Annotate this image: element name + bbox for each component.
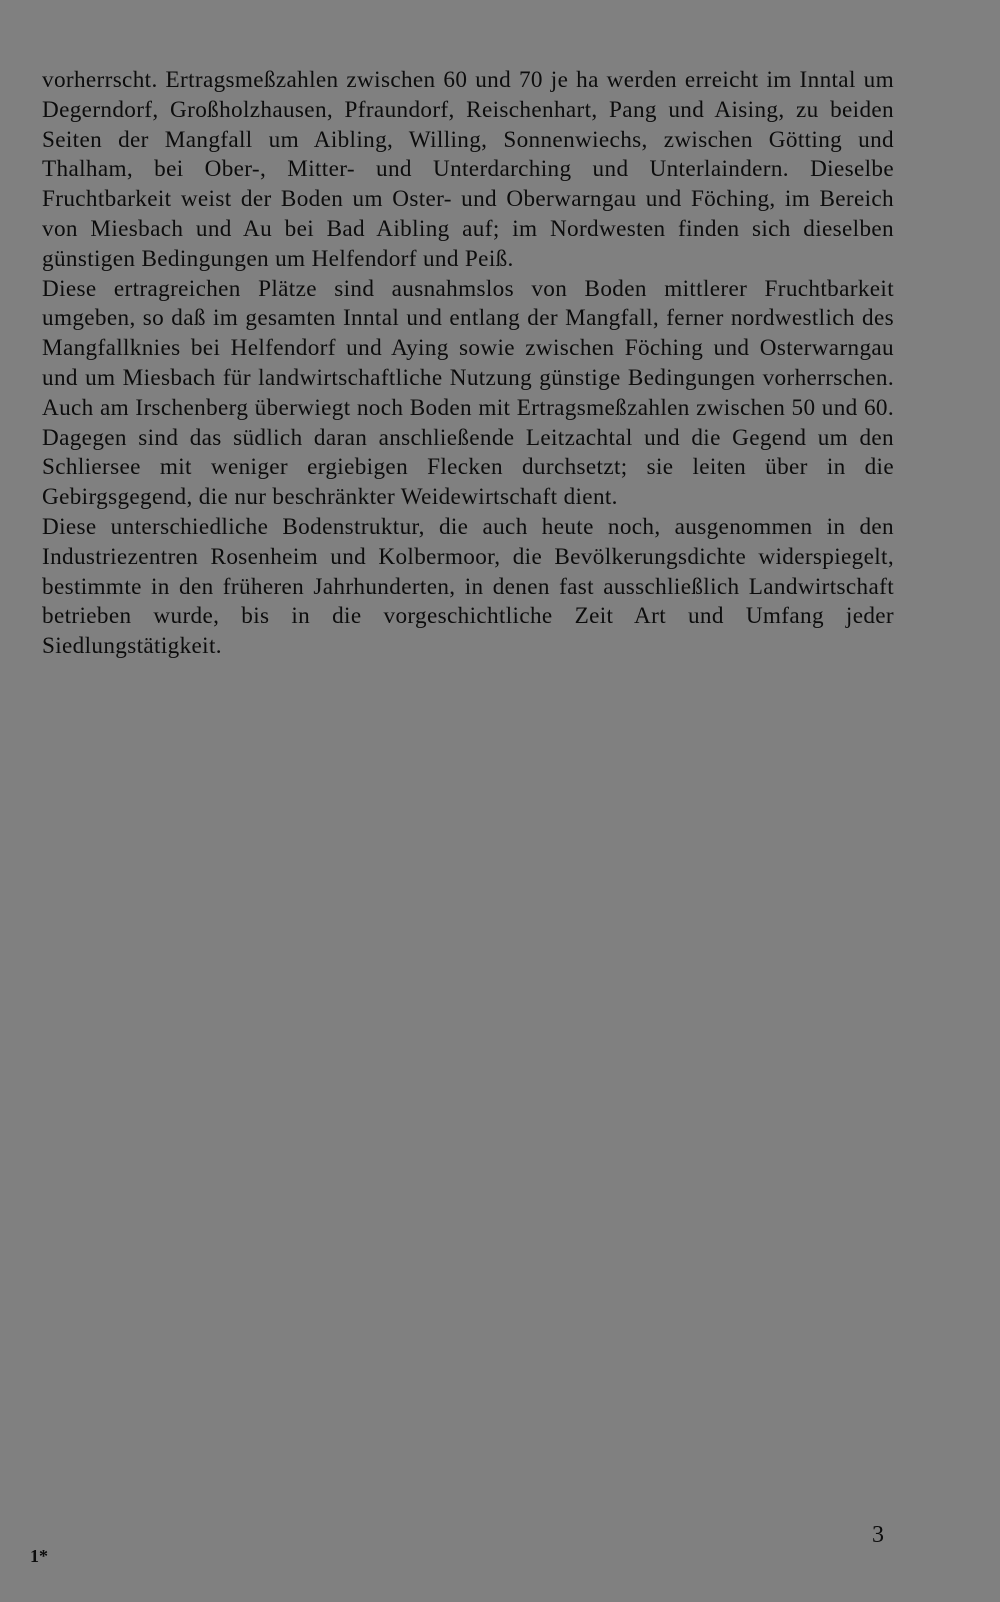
paragraph-1: vorherrscht. Ertragsmeßzahlen zwischen 60 und 70 je ha werden erreicht im Inntal um Degerndorf, Großholzhausen, Pfraundorf, Reischenhart, Pang und Aising, zu beiden Seiten der Mangfall um Aibling, Willing, Sonnenwiechs, zwischen Götting und Thalham, bei Ober-, Mitter- und Unterdarching und Unterlaindern. Dieselbe Fruchtbarkeit weist der Boden um Oster- und Oberwarngau und Föching, im Bereich von Miesbach und Au bei Bad Aibling auf; im Nordwesten finden sich dieselben günstigen Bedingungen um Helfendorf und Peiß.	[42, 67, 894, 272]
signature-mark: 1*	[30, 1546, 48, 1566]
body-text	[42, 66, 894, 662]
paragraph-3: Diese unterschiedliche Bodenstruktur, die auch heute noch, ausgenommen in den Industriezentren Rosenheim und Kolbermoor, die Bevölkerungsdichte widerspiegelt, bestimmte in den früheren Jahrhunderten, in denen fast ausschließlich Landwirtschaft betrieben wurde, bis in die vorgeschichtliche Zeit Art und Umfang jeder Siedlungstätigkeit.	[42, 513, 894, 660]
paragraph-2: Diese ertragreichen Plätze sind ausnahmslos von Boden mittlerer Fruchtbarkeit umgeben, so daß im gesamten Inntal und entlang der Mangfall, ferner nordwestlich des Mangfallknies bei Helfendorf und Aying sowie zwischen Föching und Osterwarngau und um Miesbach für landwirtschaftliche Nutzung günstige Bedingungen vorherrschen. Auch am Irschenberg überwiegt noch Boden mit Ertragsmeßzahlen zwischen 50 und 60. Dagegen sind das südlich daran anschließende Leitzachtal und die Gegend um den Schliersee mit weniger ergiebigen Flecken durchsetzt; sie leiten über in die Gebirgsgegend, die nur beschränkter Weidewirtschaft dient.	[42, 275, 894, 511]
page-number: 3	[872, 1522, 884, 1548]
